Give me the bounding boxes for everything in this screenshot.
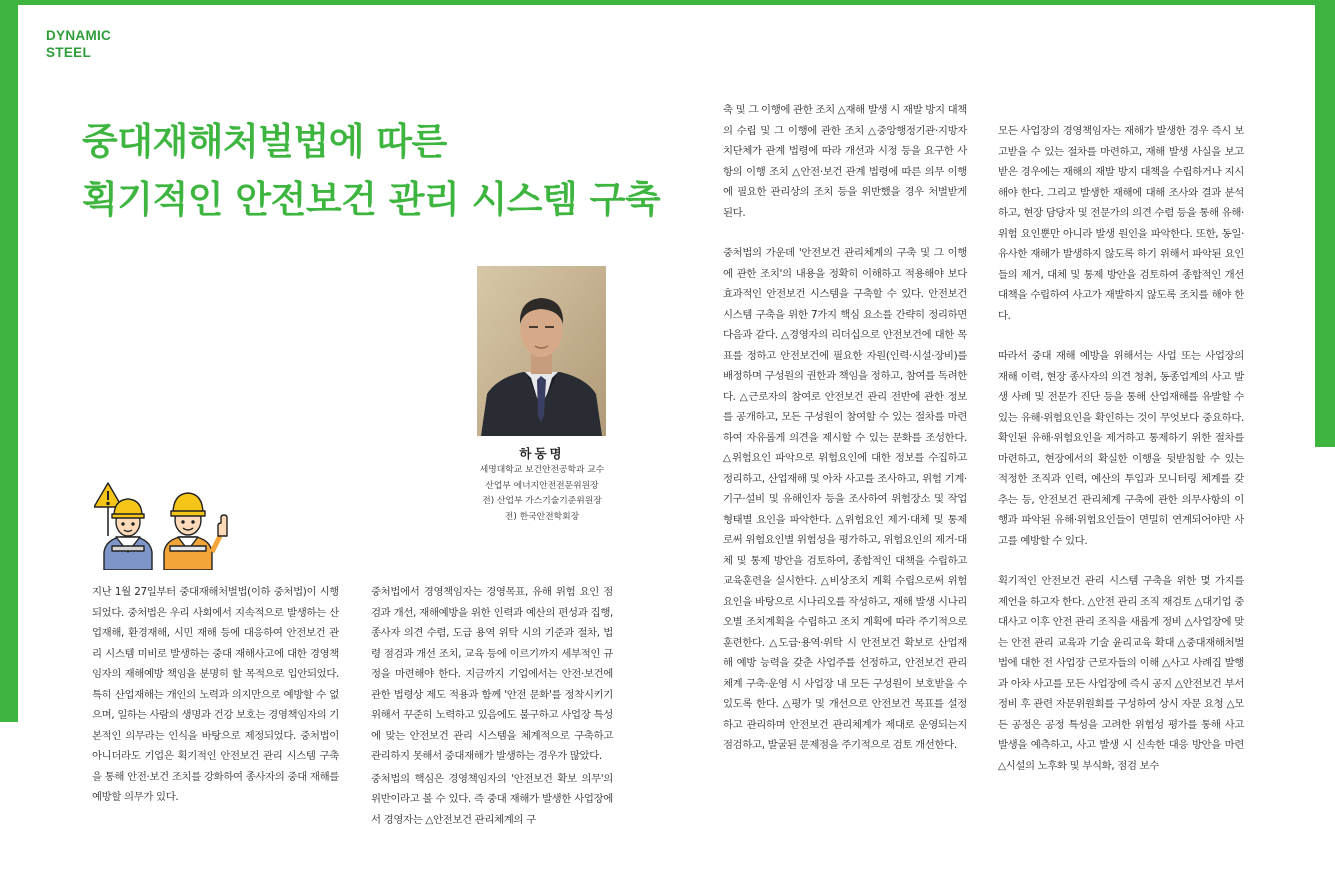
article-column-3 [723,100,967,756]
workers-icon [94,480,244,570]
paragraph: 모든 사업장의 경영책임자는 재해가 발생한 경우 즉시 보고받을 수 있는 절차를 마련하고, 재해 발생 사실을 보고받은 경우에는 재해의 재발 방지 대책을 수립하거나 지시해야 한다. 그리고 발생한 재해에 대해 조사와 결과 분석하고, 현장 담당자 및 전문가의 의견 수렴 등을 통해 유해·위험 요인뿐만 아니라 발생 원인을 파악한다. 또한, 동일·유사한 재해가 발생하지 않도록 하기 위해서 파악된 요인들의 제거, 대체 및 통제 방안을 검토하여 종합적인 개선대책을 수립하여 사고가 재발하지 않도록 조치를 해야 한다. [998,125,1244,322]
page-card-corner [18,5,58,865]
title-line-1: 중대재해처벌법에 따른 [82,120,447,163]
title-line-2: 획기적인 안전보건 관리 시스템 구축 [82,178,661,221]
author-name: 하동명 [519,446,565,461]
paragraph: 축 및 그 이행에 관한 조치 △재해 발생 시 재발 방지 대책의 수립 및 그 이행에 관한 조치 △중앙행정기관·지방자치단체가 관계 법령에 따라 개선과 시정 등을 요구한 사항의 이행 조치 △안전·보건 관계 법령에 따른 의무 이행에 필요한 관리상의 조치 등을 위반했을 경우 처벌받게 된다. [723,104,967,219]
article-title [82,113,660,229]
author-credential: 전) 한국안전학회장 [504,511,580,522]
author-credential: 전) 산업부 가스기술기준위원장 [482,496,602,506]
paragraph: 중처법의 핵심은 경영책임자의 '안전보건 확보 의무'의 위반이라고 볼 수 있다. 즉 중대 재해가 발생한 사업장에서 경영자는 △안전보건 관리체계의 구 [371,772,613,826]
paragraph: 중처법에서 경영책임자는 경영목표, 유해 위험 요인 점검과 개선, 재해예방을 위한 인력과 예산의 편성과 집행, 종사자 의견 수렴, 도급 용역 위탁 시의 기준과 절차, 법령 점검과 개선 조치, 교육 등에 이르기까지 세부적인 규정을 마련해야 한다. 지금까지 기업에서는 안전·보건에 관한 법령상 제도 적용과 함께 '안전 문화'를 정착시키기 위해서 꾸준히 노력하고 있음에도 불구하고 사업장 특성에 맞는 안전보건 관리 시스템을 체계적으로 구축하고 관리하지 못해서 중대재해가 발생하는 경우가 많았다. [371,586,613,762]
paragraph: 획기적인 안전보건 관리 시스템 구축을 위한 몇 가지를 제언을 하고자 한다. △안전 관리 조직 재검토 △대기업 중대사고 이후 안전 관리 조직을 새롭게 정비 △사업장에 맞는 안전 관리 교육과 기술 윤리교육 확대 △중대재해처벌법에 대한 전 사업장 근로자들의 이해 △사고 사례집 발행과 아차 사고를 모든 사업장에 즉시 공지 △안전보건 부서 정비 후 관련 자문위원회를 구성하여 상시 자문 요청 △모든 공정은 공정 특성을 고려한 위험성 평가를 통해 사고 발생을 예측하고, 사고 발생 시 신속한 대응 방안을 마련 △시설의 노후화 및 부식화, 점검 보수 [998,575,1244,772]
safety-workers-illustration [94,480,244,570]
author-credentials [462,463,622,525]
paragraph: 따라서 중대 재해 예방을 위해서는 사업 또는 사업장의 재해 이력, 현장 종사자의 의견 청취, 동종업계의 사고 발생 사례 및 전문가 진단 등을 통해 산업재해를 유발할 수 있는 유해·위험요인을 확인하는 것이 무엇보다 중요하다. 확인된 유해·위험요인을 제거하고 통제하기 위한 절차를 마련하고, 현장에서의 확실한 이행을 뒷받침할 수 있는 적정한 조직과 인력, 예산의 투입과 모니터링 체계를 갖추는 등, 안전보건 관리체계 구축에 관한 의무사항의 이행과 파악된 유해·위험요인들이 면밀히 연계되어야만 사고를 예방할 수 있다. [998,350,1244,547]
author-photo-illustration [477,266,606,436]
left-accent-bar [0,0,18,722]
right-accent-bar [1315,0,1335,447]
brand-line-2: STEEL [46,45,92,60]
article-column-4 [998,121,1244,776]
magazine-brand [46,27,111,61]
author-credential: 세명대학교 보건안전공학과 교수 [479,465,605,475]
paragraph: 중처법의 가운데 '안전보건 관리체계의 구축 및 그 이행에 관한 조치'의 내용을 정확히 이해하고 적용해야 보다 효과적인 안전보건 시스템을 구축할 수 있다. 안전보건 시스템 구축을 위한 7가지 핵심 요소를 간략히 정리하면 다음과 같다. △경영자의 리더십으로 안전보건에 대한 목표를 정하고 안전보건에 필요한 자원(인력·시설·장비)를 배정하며 구성원의 권한과 책임을 정하고, 참여를 독려한다. △근로자의 참여로 안전보건 관리 전반에 관한 정보를 공개하고, 모든 구성원이 참여할 수 있는 절차를 마련하여 자유롭게 의견을 제시할 수 있는 문화를 조성한다. △위험요인 파악으로 위험요인에 대한 정보를 수집하고 정리하고, 산업재해 및 아차 사고를 조사하고, 위험 기계·기구·설비 및 유해인자 등을 조사하여 위험장소 및 작업 형태별 요인을 파악한다. △위험요인 제거·대체 및 통제로써 위험요인별 위험성을 평가하고, 위험요인의 제거·대체 및 통제 방안을 검토하여, 종합적인 대책을 수립하고 교육훈련을 실시한다. △비상조치 계획 수립으로써 위험요인을 바탕으로 시나리오를 작성하고, 재해 발생 시나리오별 조치계획을 수립하고 조치 계획에 따라 주기적으로 훈련한다. △도급·용역·위탁 시 안전보건 확보로 산업재해 예방 능력을 갖춘 사업주를 선정하고, 안전보건 관리체계 구축·운영 시 사업장 내 모든 구성원이 보호받을 수 있도록 한다. △평가 및 개선으로 안전보건 목표를 설정하고 관리하며 안전보건 관리체계가 제대로 운영되는지 점검하고, 발굴된 문제점을 주기적으로 검토 개선한다. [723,247,967,751]
article-column-2 [371,582,613,830]
brand-line-1: DYNAMIC [46,28,112,43]
paragraph: 지난 1월 27일부터 중대재해처벌법(이하 중처법)이 시행되었다. 중처법은 우리 사회에서 지속적으로 발생하는 산업재해, 환경재해, 시민 재해 등에 대응하여 안전보건 관리 시스템 미비로 발생하는 중대 재해사고에 대한 경영책임자의 재해예방 책임을 분명히 할 목적으로 입안되었다. 특히 산업재해는 개인의 노력과 의지만으로 예방할 수 없으며, 일하는 사람의 생명과 건강 보호는 경영책임자의 기본적인 의무라는 인식을 바탕으로 제정되었다. 중처법이 아니더라도 기업은 획기적인 안전보건 관리 시스템 구축을 통해 안전·보건 조치를 강화하여 종사자의 중대 재해를 예방할 의무가 있다. [92,586,339,803]
author-credential: 산업부 에너지안전전문위원장 [485,480,599,491]
article-column-1 [92,582,339,808]
author-photo [477,266,606,436]
